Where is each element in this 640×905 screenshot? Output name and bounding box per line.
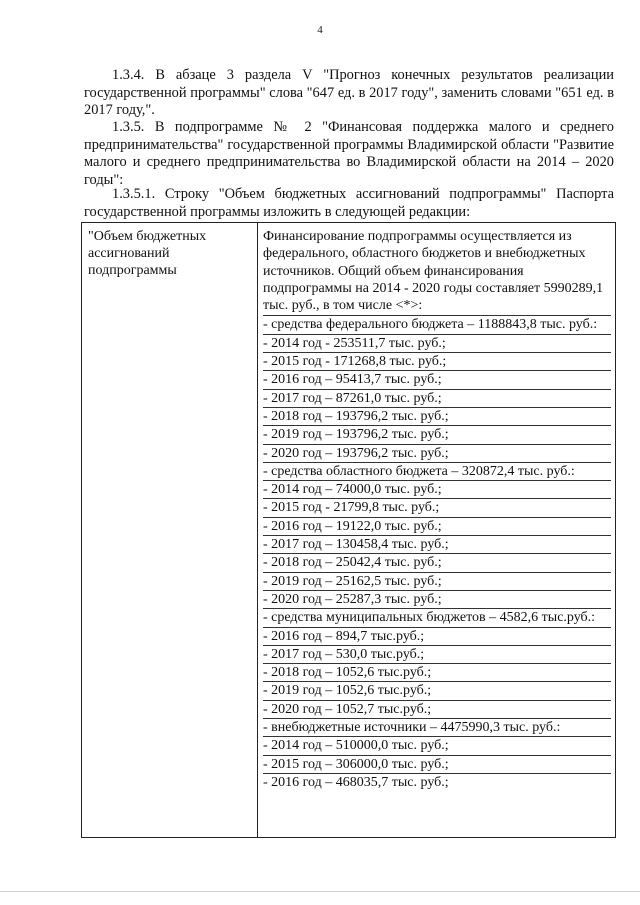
funding-line: - 2015 год – 306000,0 тыс. руб.; <box>263 755 611 773</box>
funding-line: - 2018 год – 25042,4 тыс. руб.; <box>263 553 611 571</box>
funding-line: - 2020 год – 193796,2 тыс. руб.; <box>263 444 611 462</box>
funding-line: - средства областного бюджета – 320872,4 тыс. руб.: <box>263 462 611 480</box>
funding-line: - 2019 год – 25162,5 тыс. руб.; <box>263 572 611 590</box>
funding-line: - 2015 год - 21799,8 тыс. руб.; <box>263 498 611 516</box>
funding-intro-text: Финансирование подпрограммы осуществляется из федерального, областного бюджетов и внебюджетных источников. Общий объем финансирования подпрограммы на 2014 - 2020 годы составляет 5990289,1 тыс. руб., в том числе <*>: <box>263 229 604 314</box>
funding-lines-list <box>263 315 611 791</box>
table-column-divider <box>257 223 258 837</box>
funding-line: - 2014 год – 74000,0 тыс. руб.; <box>263 480 611 498</box>
paragraph-1-3-4: 1.3.4. В абзаце 3 раздела V "Прогноз конечных результатов реализации государственной программы" слова "647 ед. в 2017 году", заменить словами "651 ед. в 2017 году,". <box>84 67 614 118</box>
funding-line: - 2018 год – 1052,6 тыс.руб.; <box>263 663 611 681</box>
paragraph-1-3-5: 1.3.5. В подпрограмме № 2 "Финансовая поддержка малого и среднего предпринимательства" государственной программы Владимирской области "Развитие малого и среднего предпринимательства во Владимирской области на 2014 – 2020 годы": <box>84 119 614 188</box>
funding-line: - внебюджетные источники – 4475990,3 тыс. руб.: <box>263 718 611 736</box>
funding-line: - 2019 год – 193796,2 тыс. руб.; <box>263 425 611 443</box>
funding-line: - 2018 год – 193796,2 тыс. руб.; <box>263 407 611 425</box>
funding-line: - средства муниципальных бюджетов – 4582,6 тыс.руб.: <box>263 608 611 626</box>
funding-line: - 2020 год – 1052,7 тыс.руб.; <box>263 700 611 718</box>
funding-line: - 2015 год - 171268,8 тыс. руб.; <box>263 352 611 370</box>
funding-line: - 2014 год – 510000,0 тыс. руб.; <box>263 736 611 754</box>
funding-line: - 2019 год – 1052,6 тыс.руб.; <box>263 681 611 699</box>
funding-line: - 2014 год - 253511,7 тыс. руб.; <box>263 334 611 352</box>
funding-line: - 2016 год – 468035,7 тыс. руб.; <box>263 773 611 791</box>
page-number: 4 <box>317 24 323 36</box>
funding-line: - 2017 год – 530,0 тыс.руб.; <box>263 645 611 663</box>
funding-line: - 2016 год – 19122,0 тыс. руб.; <box>263 517 611 535</box>
funding-line: - 2020 год – 25287,3 тыс. руб.; <box>263 590 611 608</box>
funding-line: - 2017 год – 87261,0 тыс. руб.; <box>263 389 611 407</box>
table-row-label: "Объем бюджетных ассигнований подпрограммы <box>88 229 207 278</box>
funding-line: - 2017 год – 130458,4 тыс. руб.; <box>263 535 611 553</box>
budget-allocation-table <box>81 222 616 838</box>
paragraph-1-3-5-1: 1.3.5.1. Строку "Объем бюджетных ассигнований подпрограммы" Паспорта государственной программы изложить в следующей редакции: <box>84 186 614 220</box>
table-funding-cell <box>263 228 611 791</box>
funding-line: - средства федерального бюджета – 1188843,8 тыс. руб.: <box>263 315 611 333</box>
funding-line: - 2016 год – 95413,7 тыс. руб.; <box>263 370 611 388</box>
funding-line: - 2016 год – 894,7 тыс.руб.; <box>263 627 611 645</box>
page-bottom-edge <box>0 891 640 892</box>
